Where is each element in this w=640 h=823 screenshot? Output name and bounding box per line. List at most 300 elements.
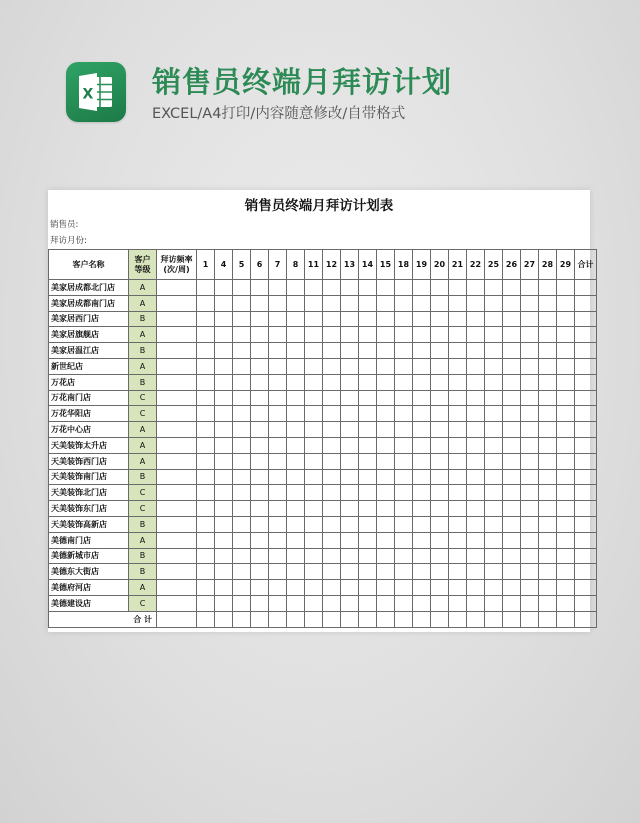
total-cell[interactable] — [503, 611, 521, 627]
visit-cell[interactable] — [413, 390, 431, 406]
total-cell[interactable] — [269, 611, 287, 627]
visit-cell[interactable] — [269, 580, 287, 596]
visit-cell[interactable] — [287, 422, 305, 438]
visit-cell[interactable] — [377, 280, 395, 296]
visit-cell[interactable] — [485, 532, 503, 548]
visit-cell[interactable] — [157, 437, 197, 453]
visit-cell[interactable] — [377, 374, 395, 390]
visit-cell[interactable] — [485, 469, 503, 485]
visit-cell[interactable] — [251, 485, 269, 501]
visit-cell[interactable] — [197, 374, 215, 390]
visit-cell[interactable] — [377, 390, 395, 406]
visit-cell[interactable] — [269, 422, 287, 438]
visit-cell[interactable] — [557, 501, 575, 517]
visit-cell[interactable] — [305, 374, 323, 390]
visit-cell[interactable] — [431, 516, 449, 532]
visit-cell[interactable] — [503, 327, 521, 343]
visit-cell[interactable] — [157, 595, 197, 611]
customer-grade-cell[interactable]: A — [129, 532, 157, 548]
customer-grade-cell[interactable]: B — [129, 564, 157, 580]
visit-cell[interactable] — [395, 580, 413, 596]
customer-grade-cell[interactable]: A — [129, 437, 157, 453]
visit-cell[interactable] — [539, 532, 557, 548]
visit-cell[interactable] — [485, 422, 503, 438]
visit-cell[interactable] — [539, 295, 557, 311]
visit-cell[interactable] — [413, 580, 431, 596]
visit-cell[interactable] — [557, 595, 575, 611]
visit-cell[interactable] — [431, 295, 449, 311]
total-cell[interactable] — [251, 611, 269, 627]
visit-cell[interactable] — [251, 406, 269, 422]
visit-cell[interactable] — [467, 406, 485, 422]
total-cell[interactable] — [197, 611, 215, 627]
visit-cell[interactable] — [269, 358, 287, 374]
visit-cell[interactable] — [377, 343, 395, 359]
visit-cell[interactable] — [359, 422, 377, 438]
visit-cell[interactable] — [413, 453, 431, 469]
visit-cell[interactable] — [521, 311, 539, 327]
visit-cell[interactable] — [251, 453, 269, 469]
visit-cell[interactable] — [359, 437, 377, 453]
visit-cell[interactable] — [575, 295, 597, 311]
visit-cell[interactable] — [377, 595, 395, 611]
visit-cell[interactable] — [323, 532, 341, 548]
visit-cell[interactable] — [359, 311, 377, 327]
visit-cell[interactable] — [449, 280, 467, 296]
visit-cell[interactable] — [251, 532, 269, 548]
visit-cell[interactable] — [575, 532, 597, 548]
visit-cell[interactable] — [341, 453, 359, 469]
visit-cell[interactable] — [359, 327, 377, 343]
total-cell[interactable] — [305, 611, 323, 627]
visit-cell[interactable] — [557, 295, 575, 311]
visit-cell[interactable] — [431, 469, 449, 485]
visit-cell[interactable] — [557, 437, 575, 453]
customer-grade-cell[interactable]: A — [129, 280, 157, 296]
customer-grade-cell[interactable]: A — [129, 580, 157, 596]
visit-cell[interactable] — [359, 595, 377, 611]
visit-cell[interactable] — [539, 548, 557, 564]
visit-cell[interactable] — [157, 548, 197, 564]
customer-grade-cell[interactable]: B — [129, 469, 157, 485]
visit-cell[interactable] — [467, 327, 485, 343]
visit-cell[interactable] — [341, 422, 359, 438]
visit-cell[interactable] — [503, 437, 521, 453]
customer-name-cell[interactable]: 万花南门店 — [49, 390, 129, 406]
visit-cell[interactable] — [157, 516, 197, 532]
visit-cell[interactable] — [395, 280, 413, 296]
visit-cell[interactable] — [449, 406, 467, 422]
visit-cell[interactable] — [323, 280, 341, 296]
visit-cell[interactable] — [341, 280, 359, 296]
visit-cell[interactable] — [215, 374, 233, 390]
visit-cell[interactable] — [377, 564, 395, 580]
visit-cell[interactable] — [251, 548, 269, 564]
visit-cell[interactable] — [485, 358, 503, 374]
visit-cell[interactable] — [251, 437, 269, 453]
visit-cell[interactable] — [269, 406, 287, 422]
visit-cell[interactable] — [503, 295, 521, 311]
visit-cell[interactable] — [157, 406, 197, 422]
visit-cell[interactable] — [413, 595, 431, 611]
customer-name-cell[interactable]: 美德建设店 — [49, 595, 129, 611]
visit-cell[interactable] — [557, 374, 575, 390]
visit-cell[interactable] — [359, 280, 377, 296]
visit-cell[interactable] — [431, 580, 449, 596]
visit-cell[interactable] — [157, 390, 197, 406]
visit-cell[interactable] — [413, 516, 431, 532]
visit-cell[interactable] — [269, 469, 287, 485]
visit-cell[interactable] — [539, 280, 557, 296]
customer-name-cell[interactable]: 美家居成都南门店 — [49, 295, 129, 311]
visit-cell[interactable] — [395, 358, 413, 374]
visit-cell[interactable] — [233, 453, 251, 469]
visit-cell[interactable] — [341, 595, 359, 611]
visit-cell[interactable] — [521, 580, 539, 596]
total-cell[interactable] — [467, 611, 485, 627]
visit-cell[interactable] — [521, 437, 539, 453]
visit-cell[interactable] — [305, 358, 323, 374]
visit-cell[interactable] — [467, 437, 485, 453]
visit-cell[interactable] — [485, 595, 503, 611]
visit-cell[interactable] — [575, 501, 597, 517]
customer-name-cell[interactable]: 天美装饰高新店 — [49, 516, 129, 532]
customer-name-cell[interactable]: 美家居西门店 — [49, 311, 129, 327]
visit-cell[interactable] — [341, 358, 359, 374]
visit-cell[interactable] — [197, 485, 215, 501]
visit-cell[interactable] — [377, 532, 395, 548]
visit-cell[interactable] — [557, 580, 575, 596]
visit-cell[interactable] — [215, 343, 233, 359]
visit-cell[interactable] — [215, 311, 233, 327]
customer-grade-cell[interactable]: B — [129, 343, 157, 359]
visit-cell[interactable] — [157, 453, 197, 469]
visit-cell[interactable] — [485, 327, 503, 343]
visit-cell[interactable] — [503, 358, 521, 374]
visit-cell[interactable] — [233, 406, 251, 422]
visit-cell[interactable] — [197, 580, 215, 596]
customer-grade-cell[interactable]: B — [129, 548, 157, 564]
visit-cell[interactable] — [467, 516, 485, 532]
visit-cell[interactable] — [521, 327, 539, 343]
visit-cell[interactable] — [287, 295, 305, 311]
visit-cell[interactable] — [449, 580, 467, 596]
visit-cell[interactable] — [395, 453, 413, 469]
visit-cell[interactable] — [287, 343, 305, 359]
visit-cell[interactable] — [359, 406, 377, 422]
visit-cell[interactable] — [233, 327, 251, 343]
visit-cell[interactable] — [521, 390, 539, 406]
visit-cell[interactable] — [269, 311, 287, 327]
visit-cell[interactable] — [215, 422, 233, 438]
visit-cell[interactable] — [251, 358, 269, 374]
visit-cell[interactable] — [539, 501, 557, 517]
visit-cell[interactable] — [305, 406, 323, 422]
visit-cell[interactable] — [323, 358, 341, 374]
visit-cell[interactable] — [431, 327, 449, 343]
visit-cell[interactable] — [157, 374, 197, 390]
visit-cell[interactable] — [269, 595, 287, 611]
total-cell[interactable] — [359, 611, 377, 627]
visit-cell[interactable] — [467, 564, 485, 580]
visit-cell[interactable] — [521, 343, 539, 359]
visit-cell[interactable] — [575, 327, 597, 343]
visit-cell[interactable] — [341, 390, 359, 406]
visit-cell[interactable] — [557, 343, 575, 359]
visit-cell[interactable] — [503, 343, 521, 359]
visit-cell[interactable] — [485, 311, 503, 327]
visit-cell[interactable] — [377, 516, 395, 532]
visit-cell[interactable] — [575, 406, 597, 422]
visit-cell[interactable] — [431, 453, 449, 469]
customer-grade-cell[interactable]: C — [129, 595, 157, 611]
visit-cell[interactable] — [503, 406, 521, 422]
visit-cell[interactable] — [305, 390, 323, 406]
visit-cell[interactable] — [431, 311, 449, 327]
visit-cell[interactable] — [485, 485, 503, 501]
visit-cell[interactable] — [197, 564, 215, 580]
visit-cell[interactable] — [395, 422, 413, 438]
visit-cell[interactable] — [485, 516, 503, 532]
visit-cell[interactable] — [377, 295, 395, 311]
visit-cell[interactable] — [413, 311, 431, 327]
visit-cell[interactable] — [521, 564, 539, 580]
customer-grade-cell[interactable]: C — [129, 406, 157, 422]
visit-cell[interactable] — [521, 406, 539, 422]
visit-cell[interactable] — [197, 422, 215, 438]
visit-cell[interactable] — [467, 374, 485, 390]
visit-cell[interactable] — [503, 532, 521, 548]
visit-cell[interactable] — [287, 453, 305, 469]
visit-cell[interactable] — [467, 295, 485, 311]
visit-cell[interactable] — [215, 469, 233, 485]
visit-cell[interactable] — [305, 595, 323, 611]
visit-cell[interactable] — [467, 469, 485, 485]
visit-cell[interactable] — [269, 437, 287, 453]
visit-cell[interactable] — [269, 516, 287, 532]
visit-cell[interactable] — [503, 516, 521, 532]
visit-cell[interactable] — [485, 548, 503, 564]
customer-grade-cell[interactable]: B — [129, 516, 157, 532]
visit-cell[interactable] — [233, 422, 251, 438]
visit-cell[interactable] — [341, 564, 359, 580]
visit-cell[interactable] — [359, 485, 377, 501]
visit-cell[interactable] — [413, 358, 431, 374]
visit-cell[interactable] — [341, 532, 359, 548]
visit-cell[interactable] — [323, 343, 341, 359]
customer-grade-cell[interactable]: C — [129, 485, 157, 501]
visit-cell[interactable] — [251, 295, 269, 311]
visit-cell[interactable] — [377, 580, 395, 596]
visit-cell[interactable] — [305, 469, 323, 485]
visit-cell[interactable] — [197, 501, 215, 517]
visit-cell[interactable] — [503, 390, 521, 406]
visit-cell[interactable] — [157, 564, 197, 580]
total-cell[interactable] — [521, 611, 539, 627]
visit-cell[interactable] — [359, 295, 377, 311]
visit-cell[interactable] — [539, 343, 557, 359]
visit-cell[interactable] — [197, 406, 215, 422]
visit-cell[interactable] — [251, 280, 269, 296]
visit-cell[interactable] — [575, 390, 597, 406]
visit-cell[interactable] — [395, 295, 413, 311]
visit-cell[interactable] — [431, 422, 449, 438]
visit-cell[interactable] — [467, 595, 485, 611]
customer-name-cell[interactable]: 天美装饰南门店 — [49, 469, 129, 485]
visit-cell[interactable] — [197, 295, 215, 311]
total-cell[interactable] — [157, 611, 197, 627]
visit-cell[interactable] — [413, 422, 431, 438]
visit-cell[interactable] — [395, 564, 413, 580]
visit-cell[interactable] — [575, 374, 597, 390]
visit-cell[interactable] — [215, 327, 233, 343]
visit-cell[interactable] — [413, 485, 431, 501]
visit-cell[interactable] — [467, 280, 485, 296]
visit-cell[interactable] — [395, 469, 413, 485]
visit-cell[interactable] — [575, 422, 597, 438]
visit-cell[interactable] — [539, 564, 557, 580]
visit-cell[interactable] — [233, 485, 251, 501]
visit-cell[interactable] — [269, 453, 287, 469]
visit-cell[interactable] — [449, 595, 467, 611]
visit-cell[interactable] — [359, 343, 377, 359]
visit-cell[interactable] — [341, 485, 359, 501]
visit-cell[interactable] — [557, 516, 575, 532]
visit-cell[interactable] — [467, 453, 485, 469]
visit-cell[interactable] — [395, 595, 413, 611]
customer-name-cell[interactable]: 美家居旗舰店 — [49, 327, 129, 343]
visit-cell[interactable] — [575, 343, 597, 359]
customer-grade-cell[interactable]: A — [129, 358, 157, 374]
visit-cell[interactable] — [305, 343, 323, 359]
total-cell[interactable] — [377, 611, 395, 627]
visit-cell[interactable] — [485, 374, 503, 390]
visit-cell[interactable] — [557, 406, 575, 422]
visit-cell[interactable] — [485, 580, 503, 596]
visit-cell[interactable] — [449, 358, 467, 374]
visit-cell[interactable] — [449, 469, 467, 485]
visit-cell[interactable] — [449, 485, 467, 501]
visit-cell[interactable] — [503, 501, 521, 517]
visit-cell[interactable] — [251, 311, 269, 327]
visit-cell[interactable] — [323, 548, 341, 564]
visit-cell[interactable] — [233, 548, 251, 564]
visit-cell[interactable] — [359, 453, 377, 469]
visit-cell[interactable] — [557, 422, 575, 438]
visit-cell[interactable] — [305, 422, 323, 438]
visit-cell[interactable] — [539, 311, 557, 327]
visit-cell[interactable] — [251, 327, 269, 343]
visit-cell[interactable] — [323, 564, 341, 580]
visit-cell[interactable] — [215, 485, 233, 501]
visit-cell[interactable] — [467, 358, 485, 374]
visit-cell[interactable] — [467, 580, 485, 596]
visit-cell[interactable] — [323, 390, 341, 406]
visit-cell[interactable] — [197, 548, 215, 564]
visit-cell[interactable] — [197, 327, 215, 343]
visit-cell[interactable] — [575, 358, 597, 374]
visit-cell[interactable] — [305, 280, 323, 296]
visit-cell[interactable] — [323, 295, 341, 311]
visit-cell[interactable] — [449, 453, 467, 469]
visit-cell[interactable] — [233, 280, 251, 296]
total-cell[interactable] — [215, 611, 233, 627]
visit-cell[interactable] — [157, 469, 197, 485]
visit-cell[interactable] — [413, 374, 431, 390]
visit-cell[interactable] — [539, 422, 557, 438]
visit-cell[interactable] — [287, 358, 305, 374]
visit-cell[interactable] — [251, 516, 269, 532]
visit-cell[interactable] — [377, 422, 395, 438]
customer-name-cell[interactable]: 万花中心店 — [49, 422, 129, 438]
visit-cell[interactable] — [503, 485, 521, 501]
visit-cell[interactable] — [305, 311, 323, 327]
visit-cell[interactable] — [305, 580, 323, 596]
visit-cell[interactable] — [323, 580, 341, 596]
visit-cell[interactable] — [251, 580, 269, 596]
visit-cell[interactable] — [323, 406, 341, 422]
visit-cell[interactable] — [467, 390, 485, 406]
visit-cell[interactable] — [215, 501, 233, 517]
visit-cell[interactable] — [557, 280, 575, 296]
visit-cell[interactable] — [341, 295, 359, 311]
customer-grade-cell[interactable]: C — [129, 501, 157, 517]
total-cell[interactable] — [341, 611, 359, 627]
visit-cell[interactable] — [557, 390, 575, 406]
visit-cell[interactable] — [233, 580, 251, 596]
visit-cell[interactable] — [521, 501, 539, 517]
visit-cell[interactable] — [413, 406, 431, 422]
visit-cell[interactable] — [575, 564, 597, 580]
visit-cell[interactable] — [341, 580, 359, 596]
visit-cell[interactable] — [323, 469, 341, 485]
visit-cell[interactable] — [395, 548, 413, 564]
visit-cell[interactable] — [575, 548, 597, 564]
visit-cell[interactable] — [305, 453, 323, 469]
visit-cell[interactable] — [305, 501, 323, 517]
visit-cell[interactable] — [197, 437, 215, 453]
visit-cell[interactable] — [413, 295, 431, 311]
visit-cell[interactable] — [359, 358, 377, 374]
visit-cell[interactable] — [157, 532, 197, 548]
visit-cell[interactable] — [539, 485, 557, 501]
visit-cell[interactable] — [395, 406, 413, 422]
visit-cell[interactable] — [287, 548, 305, 564]
visit-cell[interactable] — [323, 516, 341, 532]
visit-cell[interactable] — [157, 485, 197, 501]
visit-cell[interactable] — [197, 311, 215, 327]
visit-cell[interactable] — [269, 532, 287, 548]
visit-cell[interactable] — [377, 453, 395, 469]
total-cell[interactable] — [233, 611, 251, 627]
visit-cell[interactable] — [539, 516, 557, 532]
visit-cell[interactable] — [323, 595, 341, 611]
visit-cell[interactable] — [377, 501, 395, 517]
customer-name-cell[interactable]: 万花华阳店 — [49, 406, 129, 422]
visit-cell[interactable] — [449, 311, 467, 327]
visit-cell[interactable] — [287, 580, 305, 596]
visit-cell[interactable] — [269, 374, 287, 390]
total-cell[interactable] — [431, 611, 449, 627]
visit-cell[interactable] — [413, 532, 431, 548]
visit-cell[interactable] — [215, 564, 233, 580]
visit-cell[interactable] — [215, 595, 233, 611]
visit-cell[interactable] — [539, 469, 557, 485]
total-cell[interactable] — [557, 611, 575, 627]
visit-cell[interactable] — [287, 564, 305, 580]
visit-cell[interactable] — [341, 343, 359, 359]
visit-cell[interactable] — [467, 311, 485, 327]
